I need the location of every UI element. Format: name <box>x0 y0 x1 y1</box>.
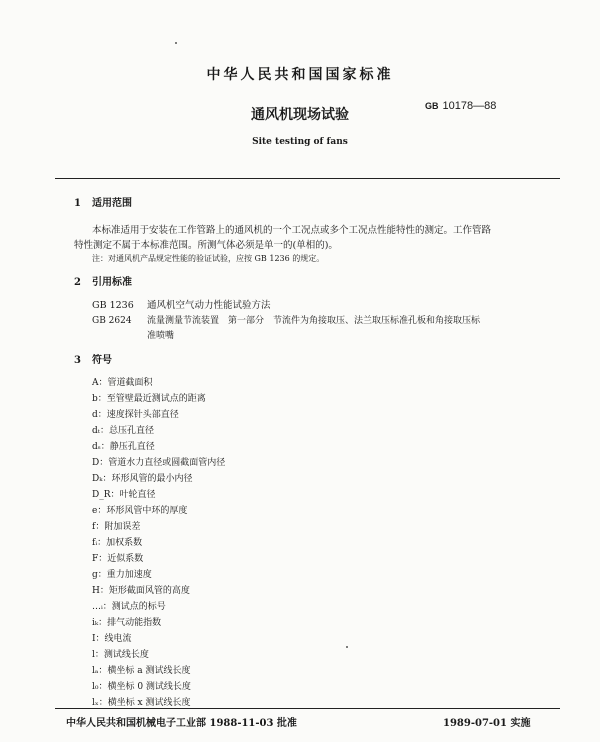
section-number: 2 <box>74 277 81 288</box>
symbol-item: g：重力加速度 <box>92 570 152 580</box>
symbol-item: l：测试线长度 <box>92 650 149 660</box>
standard-title: 通风机现场试验 <box>251 107 349 123</box>
standard-code: 10178—88 <box>442 100 497 112</box>
symbol-item: lₐ：横坐标 a 测试线长度 <box>92 666 191 676</box>
symbol-item: b：至管壁最近测试点的距离 <box>92 394 206 404</box>
org-title: 中华人民共和国国家标准 <box>206 67 394 83</box>
section-title: 适用范围 <box>92 198 132 209</box>
section-2-heading <box>74 273 132 288</box>
reference-code: GB 1236 <box>92 300 134 311</box>
section-1-paragraph-line-1: 本标准适用于安装在工作管路上的通风机的一个工况点或多个工况点性能特性的测定。工作管路 <box>92 225 492 236</box>
section-1-paragraph-line-2: 特性测定不属于本标准范围。所测气体必须是单一的(单相的)。 <box>74 240 338 251</box>
section-1-note: 注：对通风机产品规定性能的验证试验，应按 GB 1236 的规定。 <box>92 254 325 263</box>
implementation-date: 1989-07-01 实施 <box>443 718 531 729</box>
section-number: 1 <box>74 198 81 209</box>
standard-number <box>425 100 496 112</box>
standard-prefix: GB <box>425 101 439 111</box>
section-title: 符号 <box>92 355 112 366</box>
symbol-item: dₜ：总压孔直径 <box>92 426 154 436</box>
symbol-item: l₀：横坐标 0 测试线长度 <box>92 682 191 692</box>
reference-title-continuation: 准喷嘴 <box>147 331 175 341</box>
symbol-item: f：附加误差 <box>92 522 141 532</box>
symbol-item: lₓ：横坐标 x 测试线长度 <box>92 698 191 708</box>
section-number: 3 <box>74 355 81 366</box>
section-3-heading <box>74 351 112 366</box>
symbol-item: D：管道水力直径或圆截面管内径 <box>92 458 226 468</box>
header-divider <box>55 178 560 179</box>
reference-code: GB 2624 <box>92 316 132 326</box>
symbol-item: iₖ：排气动能指数 <box>92 618 162 628</box>
symbol-item: e：环形风管中环的厚度 <box>92 506 188 516</box>
symbol-item: A：管道截面积 <box>92 378 153 388</box>
symbol-item: F：近似系数 <box>92 554 144 564</box>
scan-speck <box>175 42 177 44</box>
symbol-item: D_R：叶轮直径 <box>92 490 156 500</box>
symbol-item: fᵢ：加权系数 <box>92 538 143 548</box>
english-title: Site testing of fans <box>252 137 348 147</box>
footer-divider <box>55 708 560 709</box>
symbol-item: H：矩形截面风管的高度 <box>92 586 190 596</box>
section-title: 引用标准 <box>92 277 132 288</box>
symbol-item: …ᵢ：测试点的标号 <box>92 602 166 612</box>
symbol-item: I：线电流 <box>92 634 132 644</box>
symbol-item: d：速度探针头部直径 <box>92 410 179 420</box>
symbol-item: dₛ：静压孔直径 <box>92 442 155 452</box>
reference-title: 通风机空气动力性能试验方法 <box>147 300 271 311</box>
approval-line: 中华人民共和国机械电子工业部 1988-11-03 批准 <box>66 718 297 729</box>
reference-item <box>92 297 271 311</box>
section-1-heading <box>74 194 132 209</box>
symbol-item: Dₖ：环形风管的最小内径 <box>92 474 193 484</box>
reference-item <box>92 313 480 326</box>
reference-title: 流量测量节流装置 第一部分 节流件为角接取压、法兰取压标准孔板和角接取压标 <box>147 316 481 326</box>
scan-speck <box>346 646 348 648</box>
